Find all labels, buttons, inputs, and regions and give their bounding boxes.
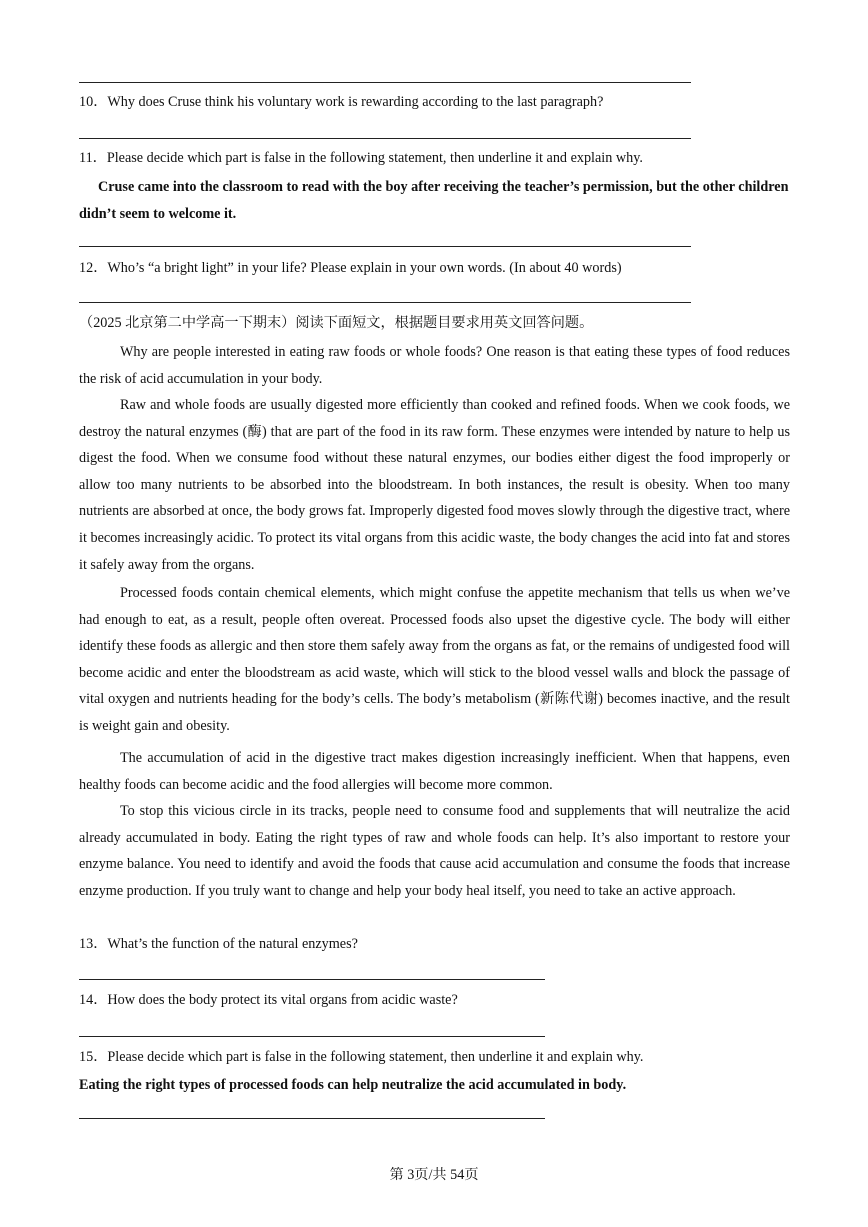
answer-line [79, 246, 691, 247]
passage-paragraph: Why are people interested in eating raw foods or whole foods? One reason is that eating these types of food reduces the risk of acid accumulation in your body. [79, 344, 790, 387]
answer-line [79, 979, 545, 980]
answer-line [79, 1118, 545, 1119]
answer-line [79, 1036, 545, 1037]
question-12: 12．Who’s “a bright light” in your life? Please explain in your own words. (In about 40 words) [79, 260, 622, 276]
question-11-statement: Cruse came into the classroom to read with the boy after receiving the teacher’s permission, but the other children didn’t seem to welcome it. [79, 179, 789, 222]
passage-paragraph: Processed foods contain chemical elements, which might confuse the appetite mechanism that tells us when we’ve had enough to eat, as a result, people often overeat. Processed foods also upset the digestive cycle. The body will either identify these foods as allergic and then store them safely away from the organs as fat, or the remains of undigested food will become acidic and enter the bloodstream as acid waste, which will stick to the blood vessel walls and block the passage of vital oxygen and nutrients heading for the body’s cells. The body’s metabolism (新陈代谢) becomes inactive, and the result is weight gain and obesity. [79, 585, 790, 734]
passage-paragraph: To stop this vicious circle in its tracks, people need to consume food and supplements that will neutralize the acid already accumulated in body. Eating the right types of raw and whole foods can help. It’s also important to restore your enzyme balance. You need to identify and avoid the foods that cause acid accumulation and consume the foods that increase enzyme production. If you truly want to change and help your body heal itself, you need to take an active approach. [79, 803, 790, 899]
question-13: 13．What’s the function of the natural enzymes? [79, 936, 358, 952]
question-10: 10．Why does Cruse think his voluntary work is rewarding according to the last paragraph? [79, 94, 604, 110]
answer-line [79, 302, 691, 303]
question-15: 15．Please decide which part is false in the following statement, then underline it and explain why. [79, 1049, 644, 1065]
question-14: 14．How does the body protect its vital organs from acidic waste? [79, 992, 458, 1008]
answer-line [79, 82, 691, 83]
page-number: 第 3页/共 54页 [389, 1167, 479, 1183]
passage-source: （2025 北京第二中学高一下期末）阅读下面短文，根据题目要求用英文回答问题。 [79, 315, 594, 331]
question-11: 11．Please decide which part is false in the following statement, then underline it and explain why. [79, 150, 643, 166]
question-15-statement: Eating the right types of processed foods can help neutralize the acid accumulated in body. [79, 1077, 627, 1093]
passage-paragraph: The accumulation of acid in the digestive tract makes digestion increasingly inefficient. When that happens, even healthy foods can become acidic and the food allergies will become more common. [79, 750, 790, 793]
answer-line [79, 138, 691, 139]
passage-paragraph: Raw and whole foods are usually digested more efficiently than cooked and refined foods. When we cook foods, we destroy the natural enzymes (酶) that are part of the food in its raw form. These enzymes were intended by nature to help us digest the food. When we consume food without these natural enzymes, our bodies either digest the food improperly or allow too many nutrients to be absorbed into the bloodstream. In both instances, the result is obesity. When too many nutrients are absorbed at once, the body grows fat. Improperly digested food moves slowly through the digestive tract, where it becomes increasingly acidic. To protect its vital organs from this acidic waste, the body changes the acid into fat and stores it safely away from the organs. [79, 397, 790, 573]
